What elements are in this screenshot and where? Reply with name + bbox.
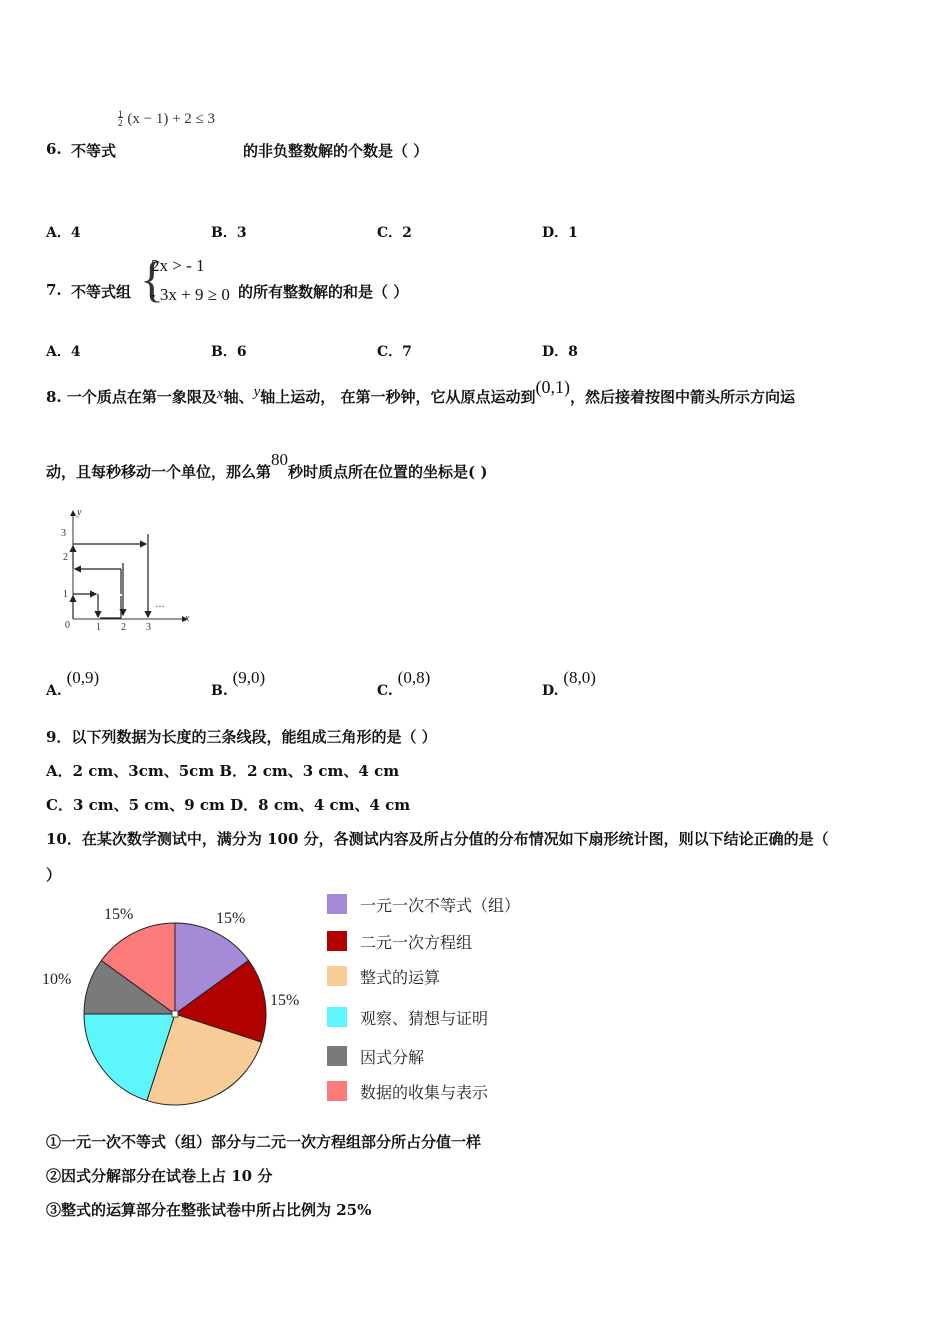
q8-x-var: x xyxy=(216,386,224,402)
legend-item-5 xyxy=(327,1045,424,1067)
legend-label: 观察、猜想与证明 xyxy=(360,1008,489,1028)
q6-text-a: 不等式 xyxy=(71,142,117,160)
q6-option-d[interactable]: D．1 xyxy=(542,225,578,241)
q10-text-cont: ） xyxy=(46,866,62,884)
q6-option-c[interactable]: C．2 xyxy=(377,225,412,241)
q8-option-b[interactable]: B. (9,0) xyxy=(211,668,266,699)
q6-number: 6. xyxy=(46,140,62,158)
pie-label-2: 15% xyxy=(270,992,300,1009)
q8-option-d[interactable]: D. (8,0) xyxy=(542,668,596,699)
legend-swatch xyxy=(327,1046,347,1066)
q8-seconds: 80 xyxy=(271,450,289,469)
legend-swatch xyxy=(327,1081,347,1101)
legend-swatch xyxy=(327,1007,347,1027)
pie-legend xyxy=(327,893,587,1108)
q9-options-row2[interactable]: C．3 cm、5 cm、9 cm D．8 cm、4 cm、4 cm xyxy=(46,796,411,814)
q7-line1: 2x > - 1 xyxy=(151,256,205,275)
legend-swatch xyxy=(327,966,347,986)
axes xyxy=(73,511,187,619)
ellipsis: … xyxy=(155,599,165,610)
legend-label: 整式的运算 xyxy=(360,967,441,987)
x-tick-3: 3 xyxy=(146,622,151,633)
q8-path-figure xyxy=(55,505,195,635)
q7-option-c[interactable]: C．7 xyxy=(377,344,412,360)
legend-label: 数据的收集与表示 xyxy=(360,1082,489,1102)
legend-label: 二元一次方程组 xyxy=(360,932,473,952)
y-tick-2: 2 xyxy=(63,552,68,563)
q7-text-a: 不等式组 xyxy=(71,283,132,301)
legend-item-2 xyxy=(327,930,472,952)
pie-chart xyxy=(38,895,318,1110)
legend-swatch xyxy=(327,894,347,914)
q7-text-b: 的所有整数解的和是（ ） xyxy=(238,283,409,301)
q7-option-b[interactable]: B．6 xyxy=(211,344,247,360)
q6-formula: 1 2 (x − 1) + 2 ≤ 3 xyxy=(118,109,216,128)
y-tick-1: 1 xyxy=(63,589,68,600)
q10-text: 10．在某次数学测试中，满分为 100 分，各测试内容及所占分值的分布情况如下扇形统计图，则以下结论正确的是（ xyxy=(46,830,829,848)
q6-option-a[interactable]: A．4 xyxy=(46,225,81,241)
q8-line1 xyxy=(46,377,796,407)
q8-text-b: 轴、 xyxy=(223,388,254,406)
y-tick-3: 3 xyxy=(61,528,66,539)
q10-statement-3: ③整式的运算部分在整张试卷中所占比例为 25% xyxy=(46,1201,372,1219)
q8-point: (0,1) xyxy=(535,377,571,397)
y-axis-label: y xyxy=(77,507,82,518)
q7-option-a[interactable]: A．4 xyxy=(46,344,81,360)
q7-option-d[interactable]: D．8 xyxy=(542,344,578,360)
legend-item-3 xyxy=(327,965,440,987)
x-axis-label: x xyxy=(185,613,190,624)
q8-text-d: ，然后接着按图中箭头所示方向运 xyxy=(570,388,796,406)
legend-label: 一元一次不等式（组） xyxy=(360,895,521,915)
q8-number: 8. xyxy=(46,388,62,406)
pie-label-6: 15% xyxy=(104,906,134,923)
q10-statement-1: ①一元一次不等式（组）部分与二元一次方程组部分所占分值一样 xyxy=(46,1133,482,1151)
x-tick-2: 2 xyxy=(121,622,126,633)
q7-brace: { xyxy=(140,251,164,307)
q7-number: 7. xyxy=(46,281,62,299)
q8-line2-b: 秒时质点所在位置的坐标是( ) xyxy=(288,463,488,481)
origin-label: 0 xyxy=(65,620,70,631)
q8-y-var: y xyxy=(253,384,261,400)
x-tick-1: 1 xyxy=(96,622,101,633)
q7-line2: - 3x + 9 ≥ 0 xyxy=(150,285,230,304)
axis-labels xyxy=(61,507,190,633)
q6-option-b[interactable]: B．3 xyxy=(211,225,247,241)
legend-item-4 xyxy=(327,1006,488,1028)
q8-text-a: 一个质点在第一象限及 xyxy=(66,388,217,406)
pie-center-mark xyxy=(172,1011,178,1017)
q8-line2 xyxy=(46,450,488,482)
q8-option-a[interactable]: A. (0,9) xyxy=(46,668,100,699)
q8-line2-a: 动，且每秒移动一个单位，那么第 xyxy=(46,463,272,481)
pie-label-1: 15% xyxy=(216,910,246,927)
pie-label-5: 10% xyxy=(42,971,72,988)
path-arrows xyxy=(73,534,148,619)
legend-item-6 xyxy=(327,1080,488,1102)
q6-text-b: 的非负整数解的个数是（ ） xyxy=(243,142,429,160)
q8-text-c: 轴上运动， 在第一秒钟，它从原点运动到 xyxy=(260,388,536,406)
legend-label: 因式分解 xyxy=(360,1047,425,1067)
q10-statement-2: ②因式分解部分在试卷上占 10 分 xyxy=(46,1167,273,1185)
legend-item-1 xyxy=(327,893,520,915)
q9-options-row1[interactable]: A．2 cm、3cm、5cm B．2 cm、3 cm、4 cm xyxy=(46,762,400,780)
legend-swatch xyxy=(327,931,347,951)
q8-option-c[interactable]: C. (0,8) xyxy=(377,668,431,699)
q9-text: 9．以下列数据为长度的三条线段，能组成三角形的是（ ） xyxy=(46,728,437,746)
